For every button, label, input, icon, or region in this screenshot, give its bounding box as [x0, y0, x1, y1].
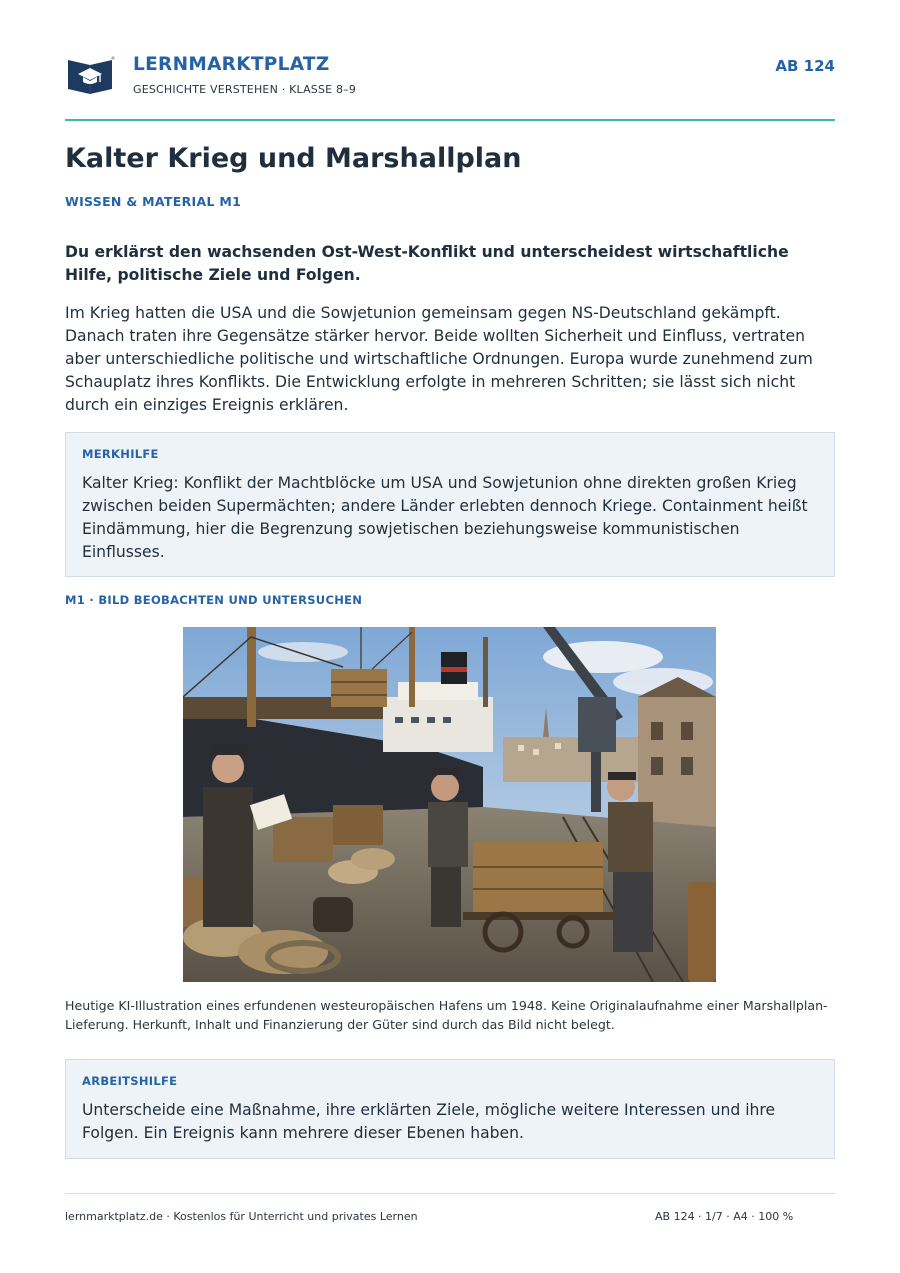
figure-label: M1 · BILD BEOBACHTEN UND UNTERSUCHEN — [65, 593, 363, 607]
merkhilfe-box — [65, 432, 835, 577]
header-divider — [65, 119, 835, 121]
page-header — [65, 48, 835, 120]
merkhilfe-text: Kalter Krieg: Konflikt der Machtblöcke um USA und Sowjetunion ohne direkten großen Krieg zwischen beiden Supermächten; andere Länder erlebten dennoch Kriege. Containment heißt Eindämmung, hier die Begrenzung sowjetischen beziehungsweise kommunistischen Einflusses. — [82, 474, 808, 561]
section-kicker: WISSEN & MATERIAL M1 — [65, 194, 242, 209]
page-title: Kalter Krieg und Marshallplan — [65, 143, 522, 174]
harbor-illustration — [183, 627, 716, 982]
sheet-number: AB 124 — [775, 57, 835, 75]
brand-name: LERNMARKTPLATZ — [133, 54, 330, 75]
figure-caption: Heutige KI-Illustration eines erfundenen westeuropäischen Hafens um 1948. Keine Originalaufnahme einer Marshallplan-Lieferung. Herkunft, Inhalt und Finanzierung der Güter sind durch das Bild nicht belegt. — [65, 998, 828, 1032]
intro-paragraph: Im Krieg hatten die USA und die Sowjetunion gemeinsam gegen NS-Deutschland gekämpft. Danach traten ihre Gegensätze stärker hervor. Beide wollten Sicherheit und Einfluss, vertraten aber unterschiedliche politische und wirtschaftliche Ordnungen. Europa wurde zunehmend zum Schauplatz ihres Konflikts. Die Entwicklung erfolgte in mehreren Schritten; sie lässt sich nicht durch ein einziges Ereignis erklären. — [65, 304, 813, 414]
worksheet-page — [65, 0, 835, 1273]
arbeitshilfe-label: ARBEITSHILFE — [82, 1074, 178, 1088]
footer-page-info: AB 124 · 1/7 · A4 · 100 % — [655, 1210, 794, 1223]
footer-site-note: lernmarktplatz.de · Kostenlos für Unterricht und privates Lernen — [65, 1210, 418, 1223]
graduation-cap-book-icon — [65, 52, 117, 94]
arbeitshilfe-text: Unterscheide eine Maßnahme, ihre erklärten Ziele, mögliche weitere Interessen und ihre Folgen. Ein Ereignis kann mehrere dieser Ebenen haben. — [82, 1101, 776, 1142]
footer-divider — [65, 1193, 835, 1194]
arbeitshilfe-box — [65, 1059, 835, 1159]
brand-subtitle: GESCHICHTE VERSTEHEN · KLASSE 8–9 — [133, 83, 357, 96]
learning-goal: Du erklärst den wachsenden Ost-West-Konflikt und unterscheidest wirtschaftliche Hilfe, politische Ziele und Folgen. — [65, 243, 789, 284]
merkhilfe-label: MERKHILFE — [82, 447, 159, 461]
